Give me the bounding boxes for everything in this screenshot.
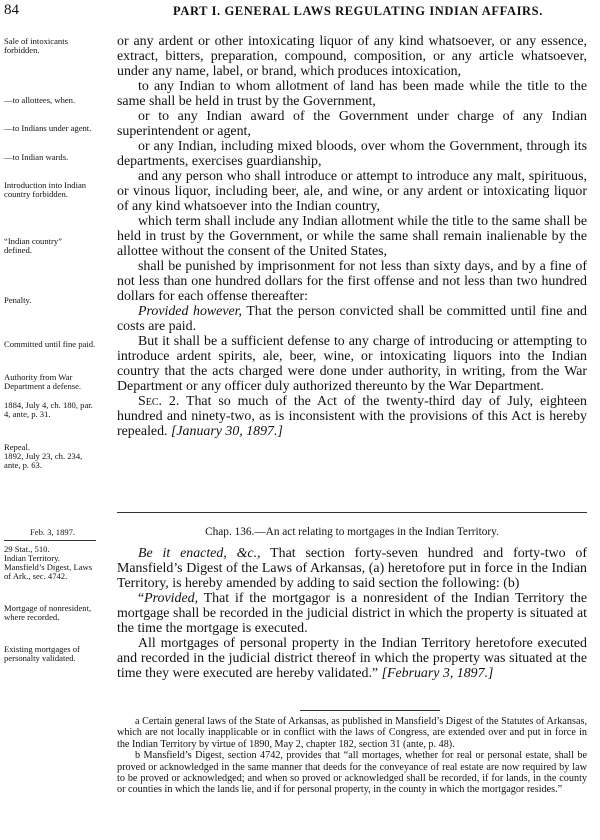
- margin-note-indian-wards: —to Indian wards.: [4, 152, 69, 162]
- running-head: PART I. GENERAL LAWS REGULATING INDIAN AFFAIRS.: [173, 4, 543, 18]
- chapter-heading: Chap. 136.—An act relating to mortgages in the Indian Territory.: [205, 526, 499, 538]
- footnotes: [117, 716, 587, 796]
- margin-note-committed: Committed until fine paid.: [4, 339, 96, 349]
- paragraph: [117, 394, 587, 439]
- margin-note-mansfield: Mansfield’s Digest, Laws of Ark., sec. 4742.: [4, 562, 93, 581]
- paragraph: or to any Indian award of the Government under charge of any Indian superintendent or agent,: [117, 109, 587, 139]
- paragraph: [117, 546, 587, 591]
- margin-note-sale: Sale of intoxicants forbidden.: [4, 36, 68, 55]
- paragraph: which term shall include any Indian allotment while the title to the same shall be held in trust by the Government, or while the same shall remain inalienable by the allottee without the consent of the United States,: [117, 214, 587, 259]
- proviso-label: Provided however,: [138, 304, 242, 319]
- paragraph: [117, 591, 587, 636]
- margin-note-introduction: Introduction into Indian country forbidden.: [4, 180, 87, 199]
- paragraph: and any person who shall introduce or attempt to introduce any malt, spirituous, or vinous liquor, including beer, ale, and wine, or any ardent or intoxicating liquor of any kind whatsoever into the Indian country,: [117, 169, 587, 214]
- paragraph: or any ardent or other intoxicating liquor of any kind whatsoever, or any essence, extract, bitters, preparation, compound, composition, or any article whatsoever, under any name, label, or brand, which produces intoxication,: [117, 34, 587, 79]
- margin-note-indians-under-agent: —to Indians under agent.: [4, 123, 92, 133]
- page-number: 84: [4, 2, 19, 18]
- proviso-label: Provided,: [144, 591, 199, 606]
- section-label: Sec. 2.: [138, 394, 180, 409]
- enactment-date: [February 3, 1897.]: [381, 666, 494, 681]
- enacting-text: That section forty-seven hundred and forty-two of Mansfield’s Digest of the Laws of Arkansas, (a) heretofore put in force in the Indian Territory, is hereby amended by adding to said section the following: (b): [117, 546, 587, 591]
- margin-note-territory: Indian Territory.: [4, 553, 60, 563]
- enactment-date: [January 30, 1897.]: [170, 424, 283, 439]
- margin-note-mortgage-nonresident: Mortgage of nonresident, where recorded.: [4, 603, 92, 622]
- margin-note-authority-cite: 1884, July 4, ch. 180, par. 4, ante, p. 31.: [4, 400, 93, 419]
- margin-note-authority: Authority from War Department a defense.: [4, 372, 82, 391]
- paragraph: to any Indian to whom allotment of land has been made while the title to the same shall be held in trust by the Government,: [117, 79, 587, 109]
- margin-note-rule: [4, 540, 96, 541]
- section-1-text: [117, 34, 587, 439]
- paragraph: But it shall be a sufficient defense to any charge of introducing or attempting to introduce ardent spirits, ale, beer, wine, or intoxicating liquors into the Indian country that the acts charged were done under authority, in writing, from the War Department or any officer duly authorized thereunto by the War Department.: [117, 334, 587, 394]
- paragraph: [117, 636, 587, 681]
- section-divider: [117, 512, 587, 513]
- paragraph: [117, 304, 587, 334]
- margin-note-allottees: —to allottees, when.: [4, 95, 76, 105]
- footnote-a: a Certain general laws of the State of Arkansas, as published in Mansfield’s Digest of the Statutes of Arkansas, which are not locally inapplicable or in conflict with the laws of Congress, are extended over and put in force in the Indian Territory by virtue of 1890, May 2, chapter 182, section 31 (ante, p. 48).: [117, 716, 587, 750]
- validation-text: All mortgages of personal property in the Indian Territory heretofore executed and recorded in the judicial district thereof in which the property was situated at the time they were executed are hereby validated.”: [117, 636, 587, 681]
- margin-note-repeal-cite: 1892, July 23, ch. 234, ante, p. 63.: [4, 451, 83, 470]
- proviso-text: That the person convicted shall be committed until fine and costs are paid.: [117, 304, 587, 334]
- margin-note-repeal: Repeal.: [4, 442, 31, 452]
- proviso-text: That if the mortgagor is a nonresident of the Indian Territory the mortgage shall be recorded in the judicial district in which the property is situated at the time the mortgage is executed.: [117, 591, 587, 636]
- margin-note-existing-mortgages: Existing mortgages of personalty validated.: [4, 644, 80, 663]
- chapter-136-text: [117, 546, 587, 681]
- enacting-clause: Be it enacted, &c.,: [138, 546, 261, 561]
- open-quote: “: [138, 591, 145, 606]
- paragraph: or any Indian, including mixed bloods, over whom the Government, through its departments, exercises guardianship,: [117, 139, 587, 169]
- margin-note-indian-country: “Indian country” defined.: [4, 236, 62, 255]
- section-text: That so much of the Act of the twenty-third day of July, eighteen hundred and ninety-two, as is inconsistent with the provisions of this Act is hereby repealed.: [117, 394, 587, 439]
- paragraph: shall be punished by imprisonment for not less than sixty days, and by a fine of not less than one hundred dollars for the first offense and not less than two hundred dollars for each offense thereafter:: [117, 259, 587, 304]
- margin-note-penalty: Penalty.: [4, 295, 32, 305]
- footnote-rule: [300, 710, 440, 711]
- margin-note-date: Feb. 3, 1897.: [30, 527, 76, 537]
- footnote-b: b Mansfield’s Digest, section 4742, provides that “all mortages, whether for real or personal estate, shall be proved or acknowledged in the same manner that deeds for the conveyance of real estate are now required by law to be proved or acknowledged; and when so proved or acknowledged shall be recorded, if for lands, in the county or counties in which the lands lie, and if for personal property, in the county in which the mortgagor resides.”: [117, 750, 587, 796]
- margin-note-stat: 29 Stat., 510.: [4, 544, 50, 554]
- page-header: [4, 2, 592, 18]
